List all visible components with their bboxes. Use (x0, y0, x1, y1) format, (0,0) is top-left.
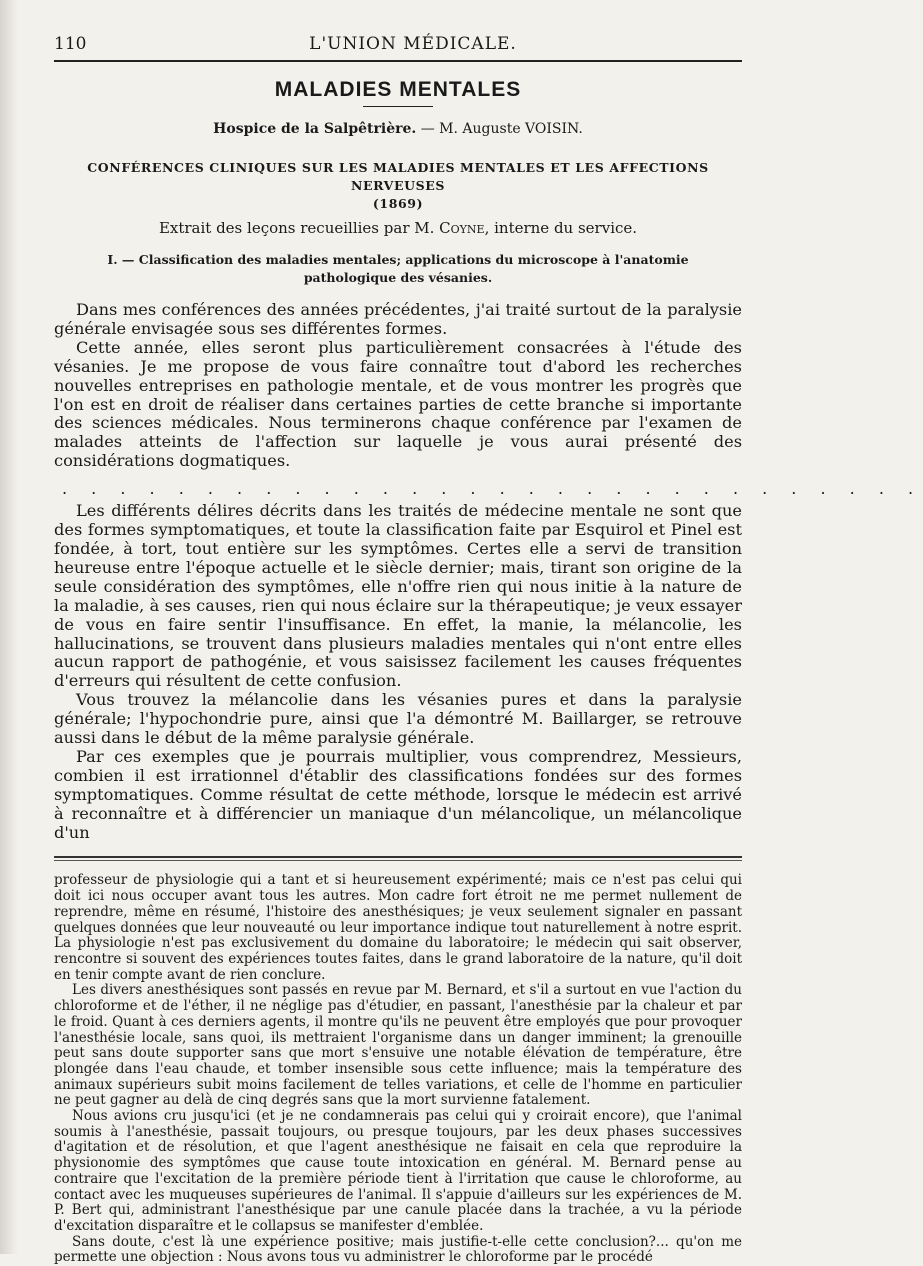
page-header (54, 34, 742, 62)
paragraph: Cette année, elles seront plus particulièrement consacrées à l'étude des vésanies. Je me propose de vous faire connaître tout d'abord les recherches nouvelles entreprises en pathologie mentale, et de vous montrer les progrès que l'on est en droit de réaliser dans certaines parties de cette branche si importante des sciences médicales. Nous terminerons chaque conférence par l'examen de malades atteints de l'affection sur laquelle je vous aurai présenté des considérations dogmatiques. (54, 337, 742, 471)
foot-paragraph: Sans doute, c'est là une expérience positive; mais justifie-t-elle cette conclusion?... qu'on me permette une objection : Nous avons tous vu administrer le chloroforme par le procédé (54, 1233, 742, 1266)
byline-place: Hospice de la Salpêtrière. (213, 121, 417, 137)
feuilleton-separator (54, 856, 742, 858)
extract-post: , interne du service. (484, 219, 638, 237)
paragraph: Vous trouvez la mélancolie dans les vésanies pures et dans la paralysie générale; l'hypochondrie pure, ainsi que l'a démontré M. Baillarger, se retrouve aussi dans le début de la même paralysie générale. (54, 690, 742, 748)
byline (54, 121, 742, 137)
main-text (54, 300, 923, 842)
title-rule (363, 106, 433, 107)
ellipsis-dots: . . . . . . . . . . . . . . . . . . . . . . . . . . . . . . (62, 479, 923, 499)
foot-paragraph: Les divers anesthésiques sont passés en revue par M. Bernard, et s'il a surtout en vue l'action du chloroforme et de l'éther, il ne néglige pas d'étudier, en passant, l'anesthésie par la chaleur et par le froid. Quant à ces derniers agents, il montre qu'ils ne peuvent être employés que pour provoquer l'anesthésie locale, sans quoi, ils mettraient l'organisme dans un danger imminent; la grenouille peut sans doute supporter sans que mort s'ensuive une notable élévation de température, être plongée dans l'eau chaude, et tomber insensible sous cette influence; mais la température des animaux supérieurs subit moins facilement de telles variations, et celle de l'homme en particulier ne peut gagner au delà de cinq degrés sans que la mort survienne fatalement. (54, 982, 742, 1109)
feuilleton-separator-thin (54, 860, 742, 861)
chapter-subtitle (54, 251, 742, 287)
foot-paragraph: Nous avions cru jusqu'ici (et je ne condamnerais pas celui qui y croirait encore), que l'animal soumis à l'anesthésie, passait toujours, ou presque toujours, par les deux phases successives d'agitation et de résolution, et que l'agent anesthésique ne faisait en cela que reproduire la physionomie des symptômes que cause toute intoxication en général. M. Bernard pense au contraire que l'excitation de la première période tient à l'irritation que cause le chloroforme, au contact avec les muqueuses supérieures de l'animal. Il s'appuie d'ailleurs sur les expériences de M. P. Bert qui, administrant l'anesthésique par une canule placée dans la trachée, a vu la période d'excitation disparaître et le collapsus se manifester d'emblée. (54, 1108, 742, 1234)
paragraph: Dans mes conférences des années précédentes, j'ai traité surtout de la paralysie générale envisagée sous ses différentes formes. (54, 300, 742, 338)
section-title: MALADIES MENTALES (274, 78, 522, 101)
conference-title-line2: (1869) (372, 196, 424, 211)
conference-title-line1: CONFÉRENCES CLINIQUES SUR LES MALADIES MENTALES ET LES AFFECTIONS NERVEUSES (87, 160, 709, 193)
running-title: L'UNION MÉDICALE. (309, 34, 517, 54)
paragraph: Par ces exemples que je pourrais multiplier, vous comprendrez, Messieurs, combien il est irrationnel d'établir des classifications fondées sur des formes symptomatiques. Comme résultat de cette méthode, lorsque le médecin est arrivé à reconnaître et à différencier un maniaque d'un mélancolique, un mélancolique d'un (54, 746, 742, 842)
byline-sep: — (416, 121, 440, 137)
subtitle-line2: pathologique des vésanies. (303, 270, 493, 285)
extract-pre: Extrait des leçons recueillies par M. (158, 219, 440, 237)
extract-name: Coyne (439, 219, 485, 237)
page-number: 110 (54, 34, 87, 54)
subtitle-line1: I. — Classification des maladies mentales; applications du microscope à l'anatomie (107, 252, 689, 267)
conference-title (54, 159, 742, 213)
foot-paragraph: professeur de physiologie qui a tant et si heureusement expérimenté; mais ce n'est pas celui qui doit ici nous occuper avant tous les autres. Mon cadre fort étroit ne me permet nullement de reprendre, même en résumé, l'histoire des anesthésiques; je veux seulement signaler en passant quelques données que leur nouveauté ou leur importance indique tout naturellement à notre esprit. La physiologie n'est pas exclusivement du domaine du laboratoire; le médecin qui sait observer, rencontre si souvent des expériences toutes faites, dans le grand laboratoire de la nature, qu'il doit en tenir compte avant de rien conclure. (54, 872, 742, 983)
extract-line (54, 219, 742, 237)
feuilleton-text (54, 873, 742, 1266)
paragraph: Les différents délires décrits dans les traités de médecine mentale ne sont que des formes symptomatiques, et toute la classification faite par Esquirol et Pinel est fondée, à tort, tout entière sur les symptômes. Certes elle a servi de transition heureuse entre l'époque actuelle et le siècle dernier; mais, tirant son origine de la seule considération des symptômes, elle n'offre rien qui nous initie à la nature de la maladie, à ses causes, rien qui nous éclaire sur la thérapeutique; je veux essayer de vous en faire sentir l'insuffisance. En effet, la manie, la mélancolie, les hallucinations, se trouvent dans plusieurs maladies mentales qui n'ont entre elles aucun rapport de pathogénie, et vous saisissez facilement les causes fréquentes d'erreurs qui résultent de cette confusion. (54, 501, 742, 691)
byline-author: M. Auguste VOISIN. (439, 121, 583, 137)
